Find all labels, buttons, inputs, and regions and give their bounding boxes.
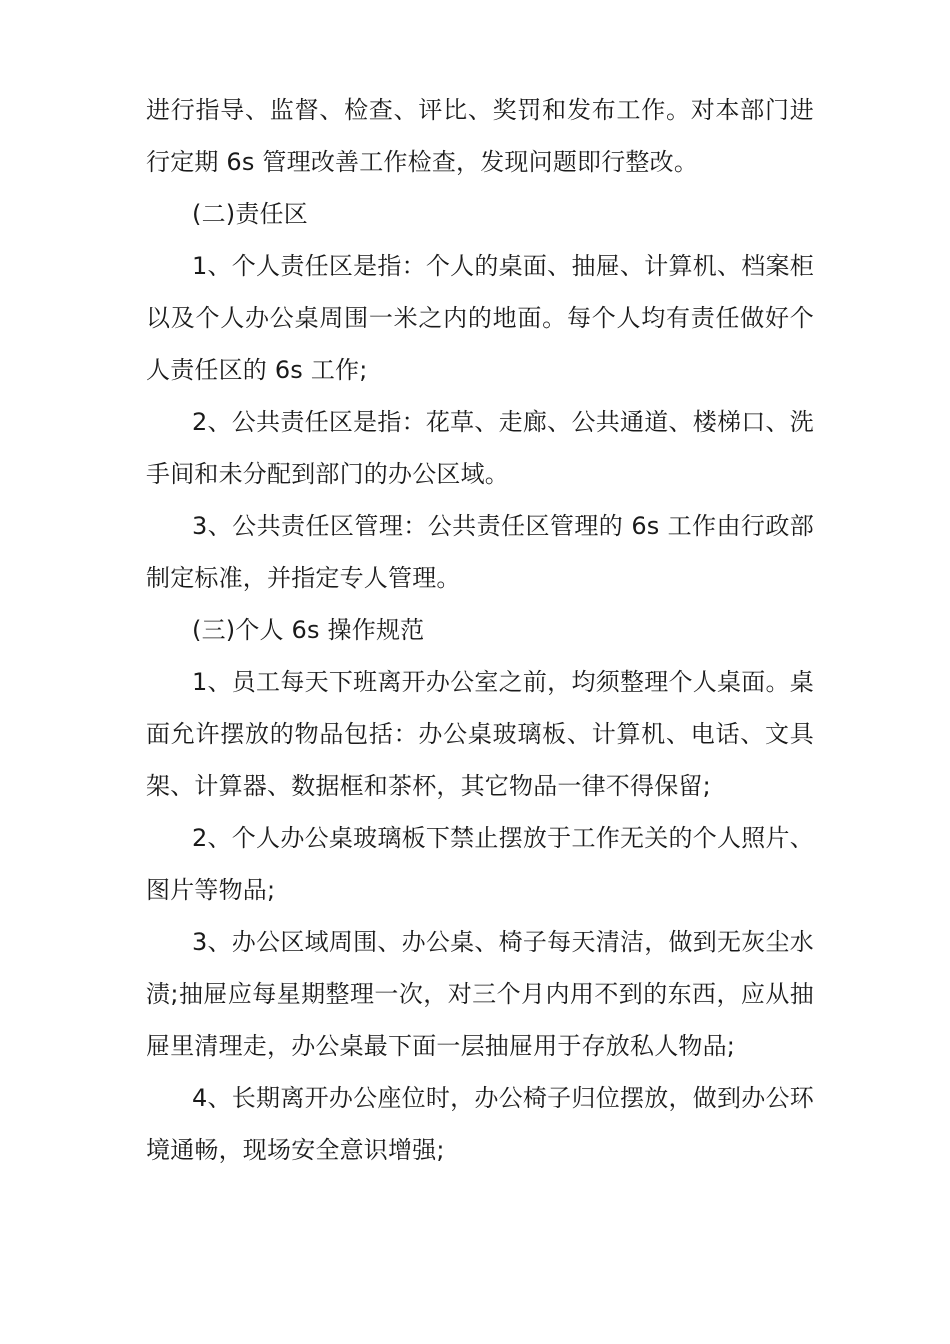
paragraph-desk-tidy: 1、员工每天下班离开办公室之前，均须整理个人桌面。桌面允许摆放的物品包括：办公桌玻璃板、计算机、电话、文具架、计算器、数据框和茶杯，其它物品一律不得保留; <box>146 668 814 800</box>
paragraph-glass-plate: 2、个人办公桌玻璃板下禁止摆放于工作无关的个人照片、图片等物品; <box>146 824 814 904</box>
section-heading-responsibility-area: (二)责任区 <box>192 200 308 228</box>
paragraph-personal-area: 1、个人责任区是指：个人的桌面、抽屉、计算机、档案柜以及个人办公桌周围一米之内的地面。每个人均有责任做好个人责任区的 6s 工作; <box>146 252 814 384</box>
paragraph-public-area: 2、公共责任区是指：花草、走廊、公共通道、楼梯口、洗手间和未分配到部门的办公区域。 <box>146 408 814 488</box>
paragraph-chair-return: 4、长期离开办公座位时，办公椅子归位摆放，做到办公环境通畅，现场安全意识增强; <box>146 1084 814 1164</box>
document-body <box>146 84 814 1176</box>
paragraph-continuation: 进行指导、监督、检查、评比、奖罚和发布工作。对本部门进行定期 6s 管理改善工作检查，发现问题即行整改。 <box>146 96 814 176</box>
section-heading-personal-6s: (三)个人 6s 操作规范 <box>192 616 425 644</box>
paragraph-cleaning: 3、办公区域周围、办公桌、椅子每天清洁，做到无灰尘水渍;抽屉应每星期整理一次，对三个月内用不到的东西，应从抽屉里清理走，办公桌最下面一层抽屉用于存放私人物品; <box>146 928 814 1060</box>
paragraph-public-area-management: 3、公共责任区管理：公共责任区管理的 6s 工作由行政部制定标准，并指定专人管理。 <box>146 512 814 592</box>
